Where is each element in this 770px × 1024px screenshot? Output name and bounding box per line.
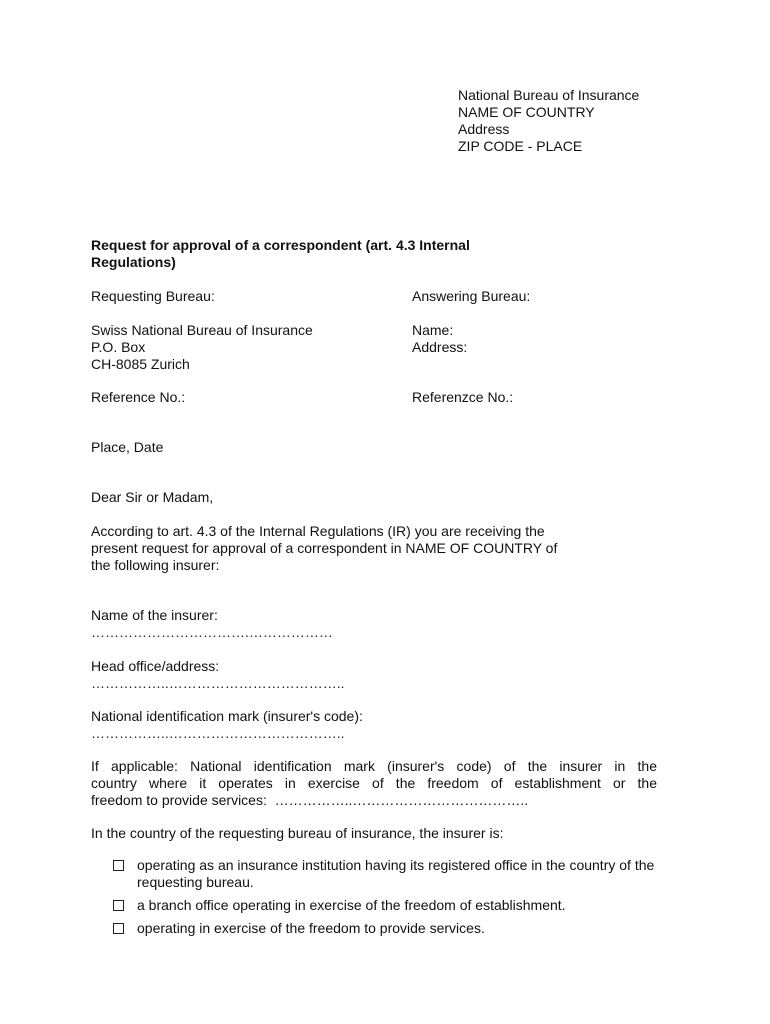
head-office-blank[interactable]: ……………..………………………………..: [91, 675, 345, 691]
subject-line: Regulations): [91, 254, 176, 270]
answering-name-label: Name:: [412, 322, 454, 338]
status-options: [113, 857, 733, 943]
answering-bureau-details: [412, 322, 467, 356]
checkbox[interactable]: [113, 900, 124, 911]
national-id-field: [91, 708, 363, 742]
requesting-reference-label: Reference No.:: [91, 389, 186, 405]
recipient-line: ZIP CODE - PLACE: [458, 138, 583, 154]
recipient-address: [458, 87, 639, 155]
intro-line: According to art. 4.3 of the Internal Regulations (IR) you are receiving the: [91, 523, 545, 539]
option-text: a branch office operating in exercise of the freedom of establishment.: [137, 897, 566, 913]
intro-line: present request for approval of a correspondent in NAME OF COUNTRY of: [91, 540, 558, 556]
requesting-bureau-address: [91, 322, 313, 373]
recipient-line: National Bureau of Insurance: [458, 87, 640, 103]
salutation: Dear Sir or Madam,: [91, 489, 214, 505]
recipient-line: Address: [458, 121, 510, 137]
answering-address-label: Address:: [412, 339, 468, 355]
option-freedom-services: [113, 920, 733, 937]
freedom-line: If applicable: National identification mark (insurer's code) of the insurer in the: [91, 758, 657, 774]
address-line: Swiss National Bureau of Insurance: [91, 322, 313, 338]
answering-reference-label: Referenzce No.:: [412, 389, 514, 405]
freedom-blank[interactable]: ……………..………………………………..: [274, 792, 529, 808]
subject-heading: [91, 237, 531, 271]
freedom-line: country where it operates in exercise of the freedom of establishment or the: [91, 775, 657, 791]
head-office-label: Head office/address:: [91, 658, 220, 674]
address-line: CH-8085 Zurich: [91, 356, 190, 372]
option-registered-office: [113, 857, 733, 891]
national-id-label: National identification mark (insurer's code):: [91, 708, 363, 724]
freedom-line-text: freedom to provide services:: [91, 792, 267, 808]
subject-line: Request for approval of a correspondent (art. 4.3 Internal: [91, 237, 470, 253]
option-text: operating as an insurance institution having its registered office in the country of the: [137, 857, 655, 873]
option-text: operating in exercise of the freedom to provide services.: [137, 920, 485, 936]
address-line: P.O. Box: [91, 339, 146, 355]
place-date: Place, Date: [91, 439, 164, 455]
insurer-name-blank[interactable]: …………………………….………………: [91, 624, 333, 640]
freedom-line-last: [91, 792, 657, 809]
intro-line: the following insurer:: [91, 557, 220, 573]
requesting-bureau-heading: Requesting Bureau:: [91, 288, 215, 304]
head-office-field: [91, 658, 345, 692]
option-branch-office: [113, 897, 733, 914]
status-intro: In the country of the requesting bureau of insurance, the insurer is:: [91, 825, 504, 841]
insurer-name-field: [91, 607, 333, 641]
freedom-paragraph: [91, 758, 657, 809]
checkbox[interactable]: [113, 923, 124, 934]
option-text: requesting bureau.: [137, 874, 254, 890]
national-id-blank[interactable]: ……………..………………………………..: [91, 725, 345, 741]
insurer-name-label: Name of the insurer:: [91, 607, 218, 623]
checkbox[interactable]: [113, 860, 124, 871]
intro-paragraph: [91, 523, 557, 574]
recipient-line: NAME OF COUNTRY: [458, 104, 595, 120]
answering-bureau-heading: Answering Bureau:: [412, 288, 531, 304]
